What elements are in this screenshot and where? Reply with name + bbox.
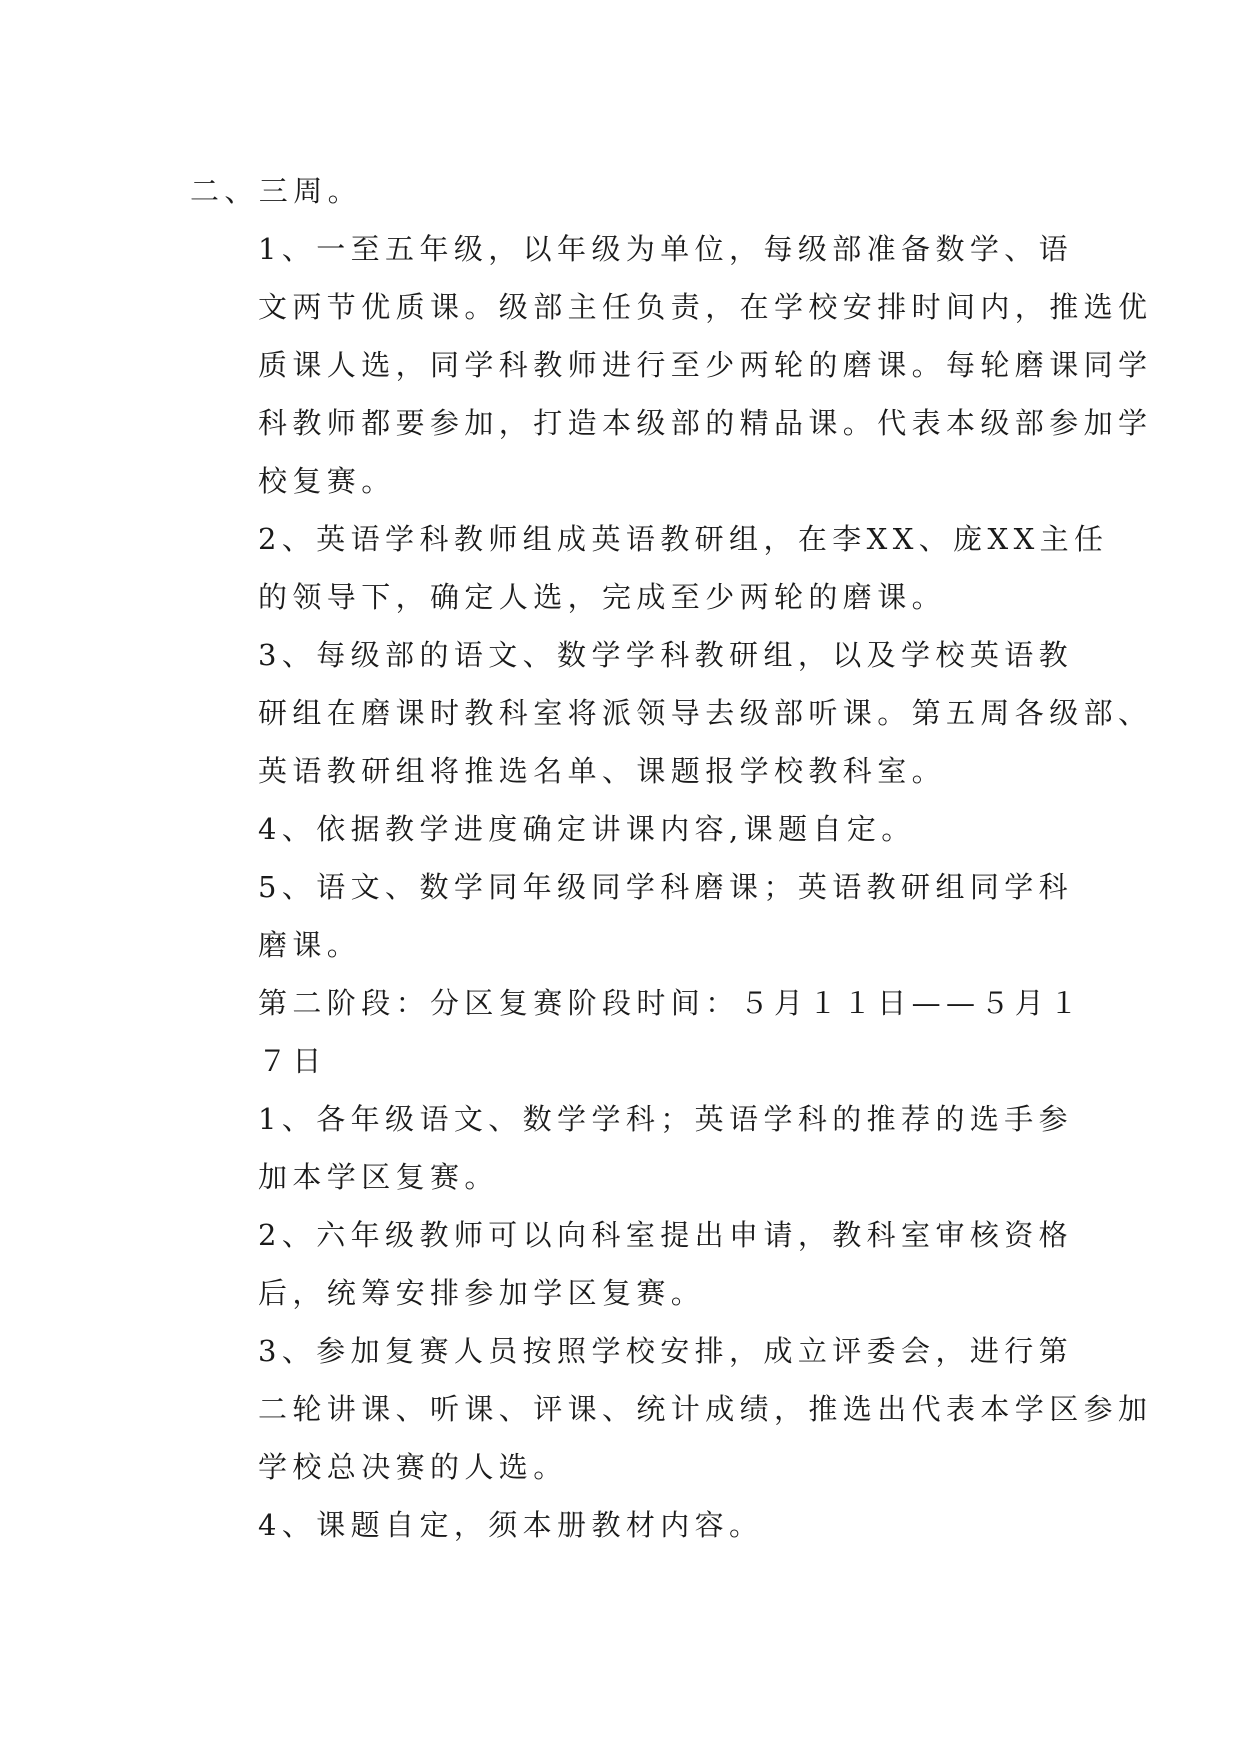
text-line: 磨课。 — [258, 928, 362, 962]
text-line: 研组在磨课时教科室将派领导去级部听课。第五周各级部、 — [258, 696, 1153, 730]
text-line: 5、语文、数学同年级同学科磨课；英语教研组同学科 — [258, 870, 1074, 904]
document-body — [190, 162, 1153, 1554]
text-line: 1、一至五年级，以年级为单位，每级部准备数学、语 — [258, 232, 1074, 266]
paragraph — [190, 800, 1050, 858]
text-line: 学校总决赛的人选。 — [258, 1450, 568, 1484]
text-line: 质课人选，同学科教师进行至少两轮的磨课。每轮磨课同学 — [258, 348, 1153, 382]
text-line: 第二阶段：分区复赛阶段时间：５月１１日——５月１ — [258, 986, 1084, 1020]
paragraph — [190, 858, 1074, 974]
paragraph — [190, 510, 1109, 626]
paragraph — [190, 1496, 1050, 1554]
text-line: 3、每级部的语文、数学学科教研组，以及学校英语教 — [258, 638, 1074, 672]
paragraph — [190, 626, 1153, 800]
text-line: 科教师都要参加，打造本级部的精品课。代表本级部参加学 — [258, 406, 1153, 440]
text-line: 加本学区复赛。 — [258, 1160, 499, 1194]
text-line: 2、英语学科教师组成英语教研组，在李XX、庞XX主任 — [258, 522, 1109, 556]
paragraph — [190, 974, 1084, 1090]
paragraph — [190, 1322, 1153, 1496]
text-line: 二、三周。 — [190, 174, 363, 208]
text-line: 英语教研组将推选名单、课题报学校教科室。 — [258, 754, 947, 788]
paragraph — [190, 1206, 1074, 1322]
text-line: 文两节优质课。级部主任负责，在学校安排时间内，推选优 — [258, 290, 1153, 324]
text-line: 1、各年级语文、数学学科；英语学科的推荐的选手参 — [258, 1102, 1074, 1136]
paragraph — [190, 162, 1050, 220]
text-line: 2、六年级教师可以向科室提出申请，教科室审核资格 — [258, 1218, 1074, 1252]
text-line: 4、课题自定，须本册教材内容。 — [258, 1508, 764, 1542]
text-line: 校复赛。 — [258, 464, 396, 498]
paragraph — [190, 1090, 1074, 1206]
text-line: ７日 — [258, 1044, 327, 1078]
text-line: 的领导下，确定人选，完成至少两轮的磨课。 — [258, 580, 947, 614]
text-line: 后，统筹安排参加学区复赛。 — [258, 1276, 706, 1310]
text-line: 3、参加复赛人员按照学校安排，成立评委会，进行第 — [258, 1334, 1074, 1368]
paragraph — [190, 220, 1153, 510]
text-line: 4、依据教学进度确定讲课内容,课题自定。 — [258, 812, 916, 846]
text-line: 二轮讲课、听课、评课、统计成绩，推选出代表本学区参加 — [258, 1392, 1153, 1426]
